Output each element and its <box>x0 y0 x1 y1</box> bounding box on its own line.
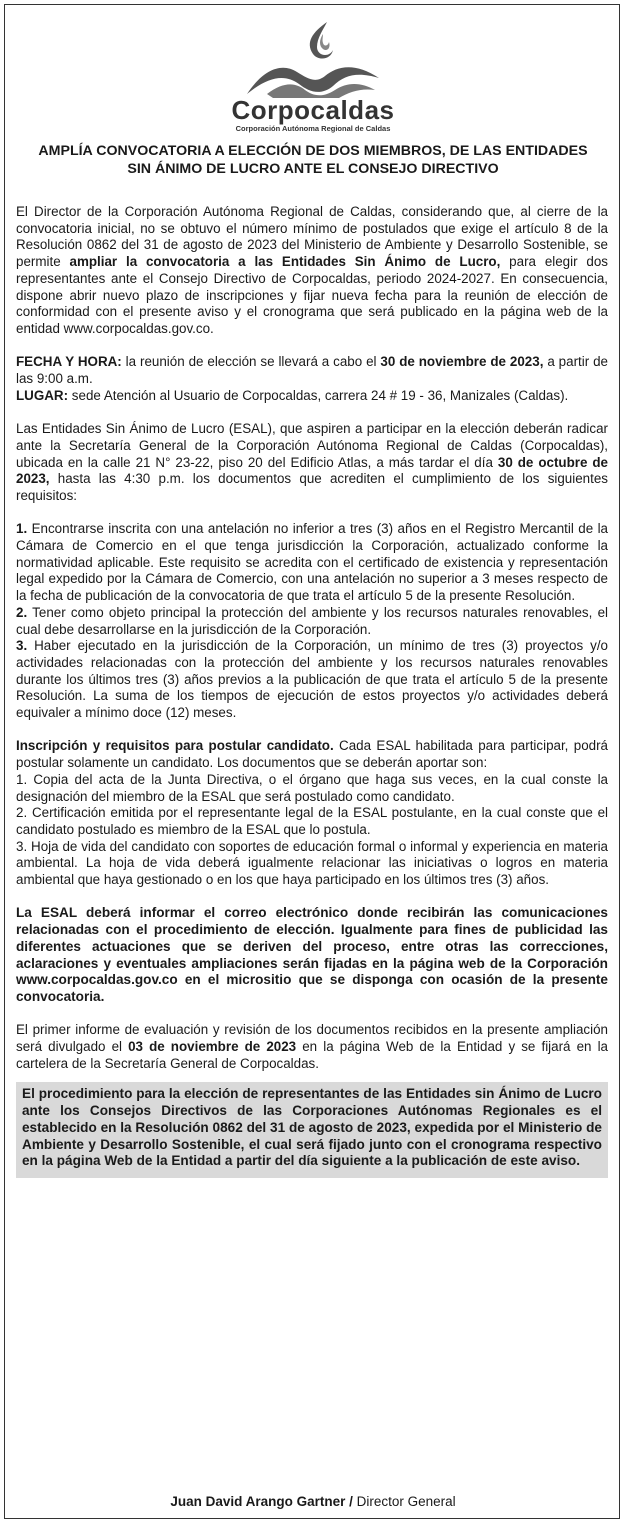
signature: Juan David Arango Gartner / Director General <box>170 1494 456 1509</box>
brand-name: Corpocaldas <box>231 95 395 125</box>
requisito-2: 2. Tener como objeto principal la protección del ambiente y los recursos naturales renovables, el cual debe desarrollarse en la jurisdicción de la Corporación. <box>16 604 608 637</box>
inscripcion-paragraph: Inscripción y requisitos para postular candidato. Cada ESAL habilitada para participar, podrá postular solamente un candidato. Los documentos que se deberán aportar son: <box>16 738 608 771</box>
lugar-paragraph: LUGAR: sede Atención al Usuario de Corpocaldas, carrera 24 # 19 - 36, Manizales (Caldas). <box>16 387 569 403</box>
drop-wave-icon <box>243 20 383 98</box>
requisito-3: 3. Haber ejecutado en la jurisdicción de la Corporación, un mínimo de tres (3) proyectos y/o actividades relacionadas con la protección del ambiente y los recursos naturales renovables durante los últimos tres (3) años previos a la publicación de que trata el artículo 5 de la presente Resolución. La suma de los tiempos de ejecución de estos proyectos y/o actividades deberá equivaler a mínimo doce (12) meses. <box>16 638 608 721</box>
correo-paragraph: La ESAL deberá informar el correo electrónico donde recibirán las comunicaciones relacionadas con el procedimiento de elección. Igualmente para fines de publicidad las diferentes actuaciones que se deriven del proceso, entre otras las correcciones, aclaraciones y eventuales ampliaciones serán fijadas en la página web de la Corporación www.corpocaldas.gov.co en el micrositio que se disponga con ocasión de la presente convocatoria. <box>16 905 608 1004</box>
inscripcion-item: 2. Certificación emitida por el representante legal de la ESAL postulante, en la cual conste que el candidato postulado es miembro de la ESAL que lo postula. <box>16 805 608 837</box>
requisito-1: 1. Encontrarse inscrita con una antelación no inferior a tres (3) años en el Registro Mercantil de la Cámara de Comercio en el que tenga jurisdicción la Corporación, actualizado conforme la normatividad aplicable. Este requisito se acredita con el certificado de existencia y representación legal expedido por la Cámara de Comercio, con una antelación no superior a 3 meses respecto de la fecha de publicación de la convocatoria de que trata el artículo 5 de la presente Resolución. <box>16 521 608 604</box>
brand-subtitle: Corporación Autónoma Regional de Caldas <box>235 124 391 133</box>
esal-paragraph: Las Entidades Sin Ánimo de Lucro (ESAL), que aspiren a participar en la elección deberán radicar ante la Secretaría General de la Corporación Autónoma Regional de Caldas (Corpocaldas), ubicada en la calle 21 N° 23-22, piso 20 del Edificio Atlas, a más tardar el día 30 de octubre de 2023, hasta las 4:30 p.m. los documentos que acrediten el cumplimiento de los siguientes requisitos: <box>16 421 609 503</box>
fecha-paragraph: FECHA Y HORA: la reunión de elección se llevará a cabo el 30 de noviembre de 2023, a partir de las 9:00 a.m. <box>16 354 608 387</box>
procedimiento-box: El procedimiento para la elección de representantes de las Entidades sin Ánimo de Lucro ante los Consejos Directivos de las Corporaciones Autónomas Regionales es el establecido en la Resolución 0862 del 31 de agosto de 2023, expedida por el Ministerio de Ambiente y Desarrollo Sostenible, el cual será fijado junto con el cronograma respectivo en la página Web de la Entidad a partir del día siguiente a la publicación de este aviso. <box>16 1082 608 1178</box>
notice-body <box>16 204 608 1178</box>
intro-paragraph: El Director de la Corporación Autónoma Regional de Caldas, considerando que, al cierre de la convocatoria inicial, no se obtuvo el número mínimo de postulados que exige el artículo 8 de la Resolución 0862 del 31 de agosto de 2023 del Ministerio de Ambiente y Desarrollo Sostenible, se permite ampliar la convocatoria a las Entidades Sin Ánimo de Lucro, para elegir dos representantes ante el Consejo Directivo de Corpocaldas, periodo 2024-2027. En consecuencia, dispone abrir nuevo plazo de inscripciones y fijar nueva fecha para la reunión de elección de conformidad con el presente aviso y el cronograma que será publicado en la página web de la entidad www.corpocaldas.gov.co. <box>16 204 608 336</box>
informe-paragraph: El primer informe de evaluación y revisión de los documentos recibidos en la presente ampliación será divulgado el 03 de noviembre de 2023 en la página Web de la Entidad y se fijará en la cartelera de la Secretaría General de Corpocaldas. <box>16 1022 609 1071</box>
inscripcion-item: 1. Copia del acta de la Junta Directiva, o el órgano que haga sus veces, en la cual conste la designación del miembro de la ESAL que será postulado como candidato. <box>16 771 608 804</box>
notice-title: AMPLÍA CONVOCATORIA A ELECCIÓN DE DOS MIEMBROS, DE LAS ENTIDADES SIN ÁNIMO DE LUCRO ANTE EL CONSEJO DIRECTIVO <box>38 143 588 177</box>
corpocaldas-logo <box>0 20 626 134</box>
inscripcion-item: 3. Hoja de vida del candidato con soportes de educación formal o informal y experiencia en materia ambiental. La hoja de vida deberá igualmente relacionar las iniciativas o logros en materia ambiental que haya gestionado o en los que haya participado en los últimos tres (3) años. <box>16 838 608 888</box>
